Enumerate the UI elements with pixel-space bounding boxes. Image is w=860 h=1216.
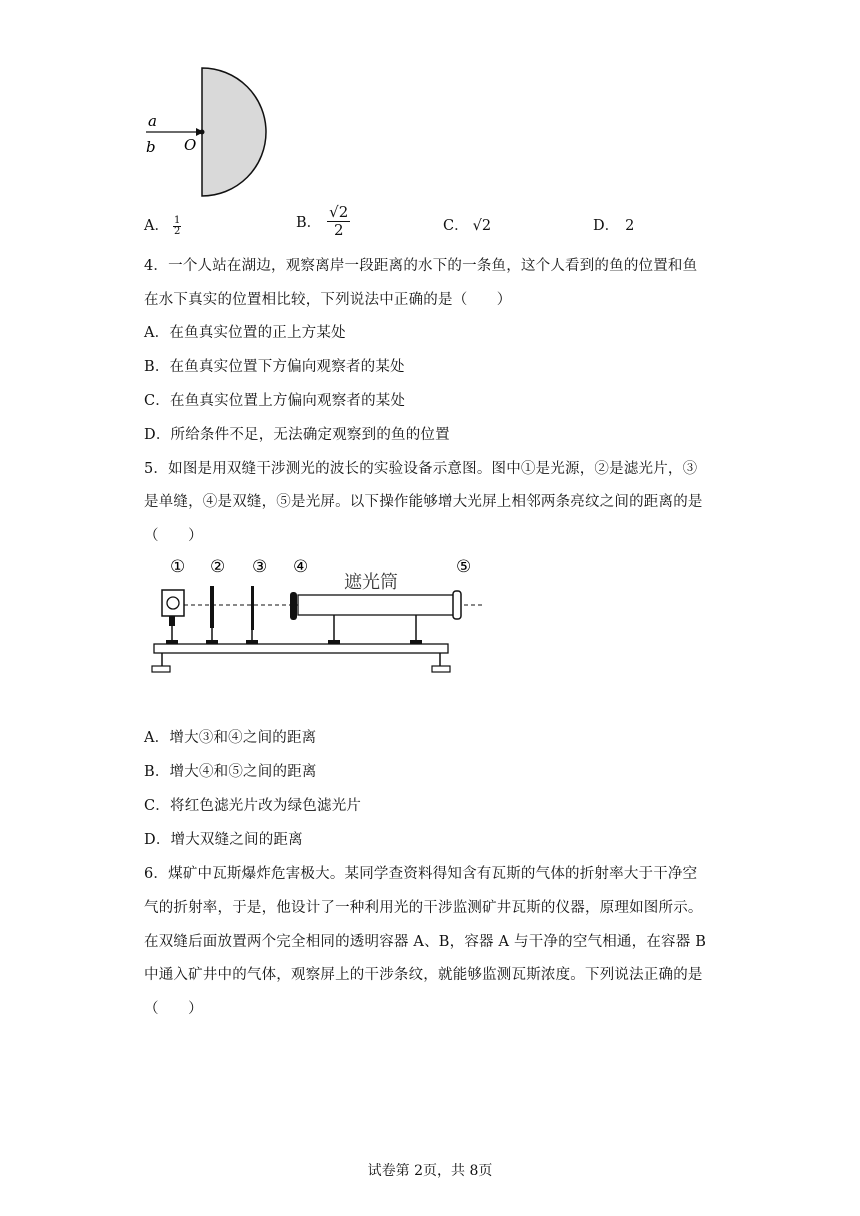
q3-option-c[interactable]: [443, 214, 491, 235]
q5-stem-line1: 5．如图是用双缝干涉测光的波长的实验设备示意图。图中①是光源，②是滤光片，③: [144, 461, 698, 477]
single-slit: [251, 586, 254, 630]
marker-3: ③: [252, 557, 268, 577]
filter: [210, 586, 214, 628]
semicircle-glass: [202, 68, 266, 196]
q5-option-d[interactable]: D．增大双缝之间的距离: [144, 832, 303, 848]
tube-label: 遮光筒: [344, 572, 398, 593]
page-footer: 试卷第 2页，共 8页: [367, 1163, 493, 1179]
shade-tube: [298, 595, 458, 615]
q5-stem-line3: （ ）: [144, 528, 203, 544]
fraction-numerator: 1: [173, 214, 181, 226]
q6-stem-line3: 在双缝后面放置两个完全相同的透明容器 A、B，容器 A 与干净的空气相通，在容器 B: [144, 934, 707, 950]
label-b: b: [146, 138, 156, 156]
q3-option-d-label: D．: [593, 218, 620, 234]
marker-2: ②: [210, 557, 226, 577]
q3-option-a[interactable]: [144, 214, 181, 237]
q4-option-b[interactable]: B．在鱼真实位置下方偏向观察者的某处: [144, 359, 405, 375]
q3-option-d-value: 2: [625, 218, 635, 234]
q3-option-c-label: C．: [443, 218, 469, 234]
fraction-numerator: √2: [329, 203, 349, 221]
screen: [453, 591, 461, 619]
q3-option-b[interactable]: [296, 204, 350, 239]
label-a: a: [148, 112, 157, 130]
q4-stem-line1: 4．一个人站在湖边，观察离岸一段距离的水下的一条鱼，这个人看到的鱼的位置和鱼: [144, 258, 698, 274]
q5-stem-line2: 是单缝，④是双缝，⑤是光屏。以下操作能够增大光屏上相邻两条亮纹之间的距离的是: [144, 494, 703, 510]
light-bulb-icon: [167, 597, 179, 609]
marker-1: ①: [170, 557, 186, 577]
q6-stem-line1: 6．煤矿中瓦斯爆炸危害极大。某同学查资料得知含有瓦斯的气体的折射率大于干净空: [144, 866, 698, 882]
q4-option-a[interactable]: A．在鱼真实位置的正上方某处: [144, 325, 346, 341]
q6-stem-line5: （ ）: [144, 1001, 203, 1017]
fraction-denominator: 2: [333, 221, 344, 239]
q4-option-d[interactable]: D．所给条件不足，无法确定观察到的鱼的位置: [144, 427, 450, 443]
optical-bench: [154, 644, 448, 653]
point-o: [200, 130, 205, 135]
q4-stem-line2: 在水下真实的位置相比较，下列说法中正确的是（ ）: [144, 292, 512, 308]
q3-option-c-value: √2: [472, 218, 492, 234]
marker-4: ④: [293, 557, 309, 577]
fraction-denominator: 2: [173, 225, 181, 237]
double-slit: [290, 592, 297, 620]
q3-option-a-fraction: [173, 216, 181, 237]
q5-option-a[interactable]: A．增大③和④之间的距离: [144, 730, 317, 746]
q5-option-c[interactable]: C．将红色滤光片改为绿色滤光片: [144, 798, 362, 814]
q3-option-b-fraction: [327, 204, 350, 239]
q3-option-d[interactable]: [593, 214, 634, 235]
light-source-stem: [169, 616, 175, 626]
bench-foot-right: [432, 666, 450, 672]
bench-foot-left: [152, 666, 170, 672]
q3-option-a-label: A．: [144, 218, 169, 234]
q4-option-c[interactable]: C．在鱼真实位置上方偏向观察者的某处: [144, 393, 406, 409]
q6-stem-line4: 中通入矿井中的气体，观察屏上的干涉条纹，就能够监测瓦斯浓度。下列说法正确的是: [144, 967, 703, 983]
q5-option-b[interactable]: B．增大④和⑤之间的距离: [144, 764, 317, 780]
marker-5: ⑤: [456, 557, 472, 577]
apparatus-figure: [148, 552, 488, 682]
q6-stem-line2: 气的折射率，于是，他设计了一种利用光的干涉监测矿井瓦斯的仪器，原理如图所示。: [144, 900, 703, 916]
q3-option-b-label: B．: [296, 215, 322, 231]
label-o: O: [184, 136, 197, 154]
semicircle-figure: [140, 62, 280, 202]
